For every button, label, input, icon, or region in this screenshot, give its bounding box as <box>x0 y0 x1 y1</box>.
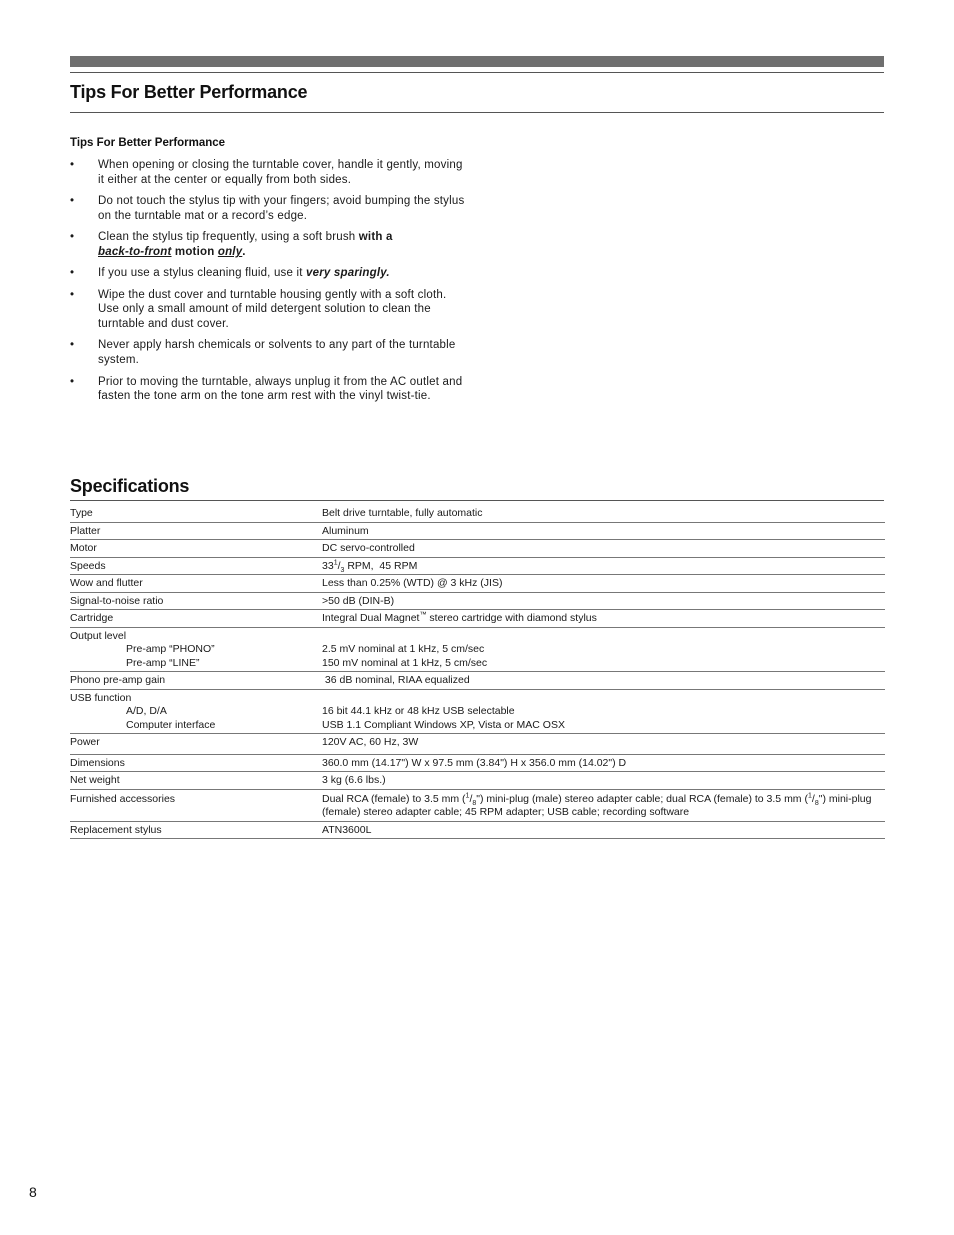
spec-value: USB 1.1 Compliant Windows XP, Vista or MAC OSX <box>322 718 565 731</box>
spec-row-platter <box>70 523 885 541</box>
tips-title-rule <box>70 112 884 113</box>
tip-item <box>70 266 470 281</box>
spec-value: 2.5 mV nominal at 1 kHz, 5 cm/sec <box>322 643 485 655</box>
spec-row-power <box>70 734 885 755</box>
tips-subheading: Tips For Better Performance <box>70 137 226 149</box>
tip-item <box>70 194 470 224</box>
specs-section-title: Specifications <box>70 476 190 496</box>
bullet-icon: • <box>70 195 75 208</box>
spec-sublabel: A/D, D/A <box>126 705 167 717</box>
tip-text: Clean the stylus tip frequently, using a soft brush <box>98 231 359 244</box>
spec-label: Wow and flutter <box>70 577 143 589</box>
tip-text: When opening or closing the turntable cover, handle it gently, moving it either at the center or equally from both sides. <box>98 159 463 186</box>
page-number: 8 <box>29 1184 37 1200</box>
spec-row-dimensions <box>70 755 885 773</box>
tip-bold-text: motion <box>171 245 218 258</box>
spec-label: Dimensions <box>70 756 125 769</box>
spec-value: ATN3600L <box>322 823 372 836</box>
bullet-icon: • <box>70 159 75 171</box>
tip-item <box>70 158 470 188</box>
bullet-icon: • <box>70 267 75 280</box>
spec-sublabel: Pre-amp “LINE” <box>126 656 200 669</box>
tip-emphasis: back-to-front <box>98 245 172 258</box>
spec-row-cartridge <box>70 610 885 628</box>
tip-item <box>70 288 470 332</box>
accessories-text: Dual RCA (female) to 3.5 mm ( <box>322 792 466 805</box>
spec-label: Signal-to-noise ratio <box>70 594 164 607</box>
spec-sublabel: Pre-amp “PHONO” <box>126 643 215 655</box>
fraction-slash: / <box>469 792 473 805</box>
tip-text: Never apply harsh chemicals or solvents to any part of the turntable system. <box>98 339 456 367</box>
spec-label: Platter <box>70 524 101 537</box>
spec-label: USB function <box>70 691 132 704</box>
accessories-text: ") mini-plug (female) stereo adapter cable; 45 RPM adapter; USB cable; recording software <box>322 792 872 818</box>
spec-value: 3 kg (6.6 lbs.) <box>322 774 386 786</box>
tip-text: Do not touch the stylus tip with your fingers; avoid bumping the stylus on the turntable mat or a record’s edge. <box>98 195 465 222</box>
spec-label: Output level <box>70 629 127 642</box>
tip-text: Prior to moving the turntable, always unplug it from the AC outlet and fasten the tone arm on the tone arm rest with the vinyl twist-tie. <box>98 375 463 403</box>
speed-value-rest: RPM, 45 RPM <box>344 559 418 572</box>
tip-text: Wipe the dust cover and turntable housing gently with a soft cloth. Use only a small amount of mild detergent solution to clean the turntable and dust cover. <box>98 288 447 331</box>
tip-item <box>70 375 470 405</box>
spec-value: 36 dB nominal, RIAA equalized <box>322 674 470 686</box>
cartridge-value-rest: stereo cartridge with diamond stylus <box>426 612 597 624</box>
spec-value <box>322 793 885 820</box>
spec-row-output <box>70 628 885 673</box>
spec-row-snr <box>70 593 885 611</box>
spec-label: Power <box>70 736 100 748</box>
spec-row-type <box>70 505 885 523</box>
cartridge-value: Integral Dual Magnet <box>322 612 420 624</box>
spec-value: >50 dB (DIN-B) <box>322 594 395 607</box>
spec-row-motor <box>70 540 885 558</box>
header-rule <box>70 72 884 73</box>
spec-value <box>322 560 885 574</box>
trademark-icon: ™ <box>419 611 427 619</box>
spec-sublabel: Computer interface <box>126 718 216 731</box>
fraction-numerator: 1 <box>465 792 470 799</box>
tip-item <box>70 230 470 260</box>
specs-title-rule <box>70 500 884 501</box>
fraction-denominator: 3 <box>340 566 345 574</box>
tip-text: If you use a stylus cleaning fluid, use it <box>98 267 307 280</box>
tip-item <box>70 338 470 368</box>
bullet-icon: • <box>70 231 75 244</box>
spec-label: Cartridge <box>70 612 114 624</box>
fraction-slash: / <box>811 792 815 805</box>
spec-value <box>322 612 885 626</box>
speed-value: 33 <box>322 559 334 572</box>
bullet-icon: • <box>70 288 75 301</box>
tip-emphasis: very sparingly. <box>306 267 390 280</box>
spec-label: Replacement stylus <box>70 823 162 836</box>
spec-value: Aluminum <box>322 524 369 537</box>
accessories-text: ") mini-plug (male) stereo adapter cable; dual RCA (female) to 3.5 mm ( <box>476 792 808 805</box>
spec-row-stylus <box>70 822 885 840</box>
spec-label: Net weight <box>70 774 120 786</box>
fraction-denominator: 8 <box>472 799 477 807</box>
spec-value: 150 mV nominal at 1 kHz, 5 cm/sec <box>322 656 488 669</box>
fraction-numerator: 1 <box>333 559 338 566</box>
spec-row-usb <box>70 690 885 735</box>
spec-row-weight <box>70 772 885 790</box>
spec-label: Motor <box>70 542 97 554</box>
spec-label: Speeds <box>70 559 106 572</box>
spec-label: Type <box>70 507 93 519</box>
tip-bold-text: with a <box>358 231 393 244</box>
spec-value: Less than 0.25% (WTD) @ 3 kHz (JIS) <box>322 577 503 589</box>
tip-emphasis: only <box>217 245 243 258</box>
spec-row-accessories <box>70 790 885 822</box>
spec-value: 16 bit 44.1 kHz or 48 kHz USB selectable <box>322 705 515 717</box>
bullet-icon: • <box>70 339 75 352</box>
header-bar <box>70 56 884 67</box>
spec-value: DC servo-controlled <box>322 542 415 554</box>
specs-table <box>70 505 885 839</box>
spec-row-speeds <box>70 558 885 576</box>
spec-value: Belt drive turntable, fully automatic <box>322 507 483 519</box>
spec-value: 360.0 mm (14.17") W x 97.5 mm (3.84") H x 356.0 mm (14.02") D <box>322 756 627 769</box>
fraction-slash: / <box>337 559 341 572</box>
bullet-icon: • <box>70 375 75 388</box>
spec-label: Furnished accessories <box>70 792 176 805</box>
spec-value: 120V AC, 60 Hz, 3W <box>322 736 419 748</box>
spec-row-wow <box>70 575 885 593</box>
tips-section-title: Tips For Better Performance <box>70 82 308 102</box>
spec-label: Phono pre-amp gain <box>70 674 166 686</box>
tips-list <box>70 158 470 411</box>
fraction-denominator: 8 <box>814 799 819 807</box>
spec-row-gain <box>70 672 885 690</box>
tip-period: . <box>242 245 246 258</box>
fraction-numerator: 1 <box>807 792 812 799</box>
